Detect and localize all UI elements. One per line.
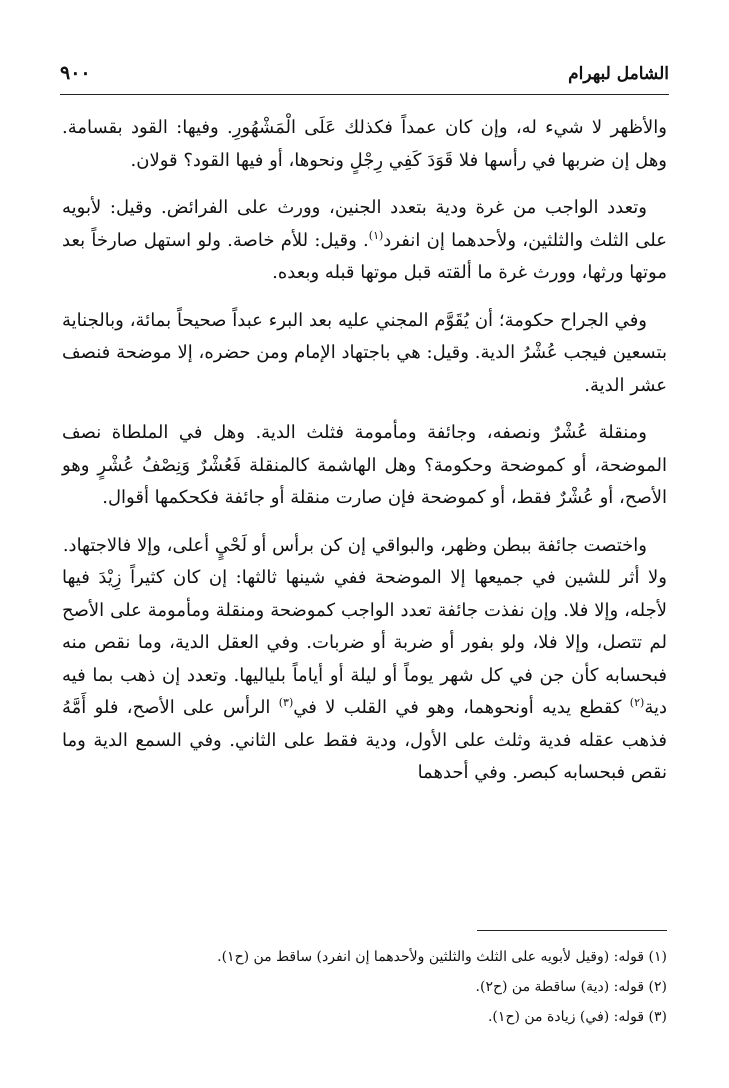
paragraph-2 — [62, 192, 667, 290]
paragraph-5: واختصت جائفة ببطن وظهر، والبواقي إن كن برأس أو لَحْيٍ أعلى، وإلا فالاجتهاد. — [62, 534, 647, 556]
paragraph-2-text-a: وتعدد الواجب من غرة ودية بتعدد الجنين، وورث على الفرائض. وقيل: لأبويه على الثلث والثلثين، ولأحدهما إن انفرد — [62, 197, 667, 251]
paragraph-6-text-c: الرأس على الأصح، فلو أَمَّهُ فذهب عقله فدية وثلث على الأول، ودية فقط على الثاني. وفي السمع الدية وما نقص فبحسابه كبصر. وفي أحدهما — [62, 697, 667, 783]
paragraph-6-text-b: كقطع يديه أونحوهما، وهو في القلب لا في — [293, 697, 630, 718]
footnote-divider — [477, 930, 667, 931]
footnote-ref-3: (٣) — [278, 696, 294, 709]
running-title: الشامل لبهرام — [568, 64, 669, 84]
paragraph-3: وفي الجراح حكومة؛ أن يُقَوَّم المجني عليه بعد البرء عبداً صحيحاً بمائة، وبالجناية بتسعين فيجب عُشْرُ الدية. وقيل: هي باجتهاد الإمام ومن حضره، إلا موضحة فنصف عشر الدية. — [62, 309, 667, 396]
paragraph-4: ومنقلة عُشْرٌ ونصفه، وجائفة ومأمومة فثلث الدية. وهل في الملطاة نصف الموضحة، أو كموضحة وحكومة؟ وهل الهاشمة كالمنقلة فَعُشْرٌ وَنِصْفُ عُشْرٍ وهو الأصح، أو عُشْرٌ فقط، أو كموضحة فإن صارت منقلة أو جائفة فكحكمها أقوال. — [62, 422, 667, 508]
page-number: ٩٠٠ — [60, 62, 91, 84]
footnote-ref-1: (١) — [368, 228, 384, 242]
body-text — [62, 112, 667, 805]
footnote-2: (٢) قوله: (دية) ساقطة من (ح٢). — [475, 979, 667, 995]
footnote-3: (٣) قوله: (في) زيادة من (ح١). — [487, 1009, 667, 1025]
paragraph-1: والأظهر لا شيء له، وإن كان عمداً فكذلك عَلَى الْمَشْهُورِ. وفيها: القود بقسامة. وهل إن ضربها في رأسها فلا قَوَدَ كَفِي رِجْلٍ ونحوها، أو فيها القود؟ قولان. — [62, 117, 667, 171]
paragraph-6-text-a: ولا أثر للشين في جميعها إلا الموضحة ففي شينها ثالثها: إن كان كثيراً زِيْدَ فيها لأجله، وإلا فلا. وإن نفذت جائفة تعدد الواجب كموضحة ومنقلة ومأمومة على الأصح لم تتصل، وإلا فلا، ولو بفور أو ضربة أو ضربات. وفي العقل الدية، وما نقص منه فبحسابه كأن جن في كل شهر يوماً أو ليلة أو أياماً بلياليها. وتعدد إن ذهب بما فيه دية — [62, 567, 667, 718]
paragraph-2-text-b: . وقيل: للأم خاصة. ولو استهل صارخاً بعد موتها ورثها، وورث غرة ما ألقته قبل موتها قبله وبعده. — [62, 229, 667, 283]
footnote-ref-2: (٢) — [629, 696, 645, 709]
footnote-1: (١) قوله: (وقيل لأبويه على الثلث والثلثين ولأحدهما إن انفرد) ساقط من (ح١). — [217, 949, 667, 965]
page-header — [60, 58, 669, 95]
footnotes — [62, 942, 667, 1032]
paragraph-6 — [62, 562, 667, 790]
